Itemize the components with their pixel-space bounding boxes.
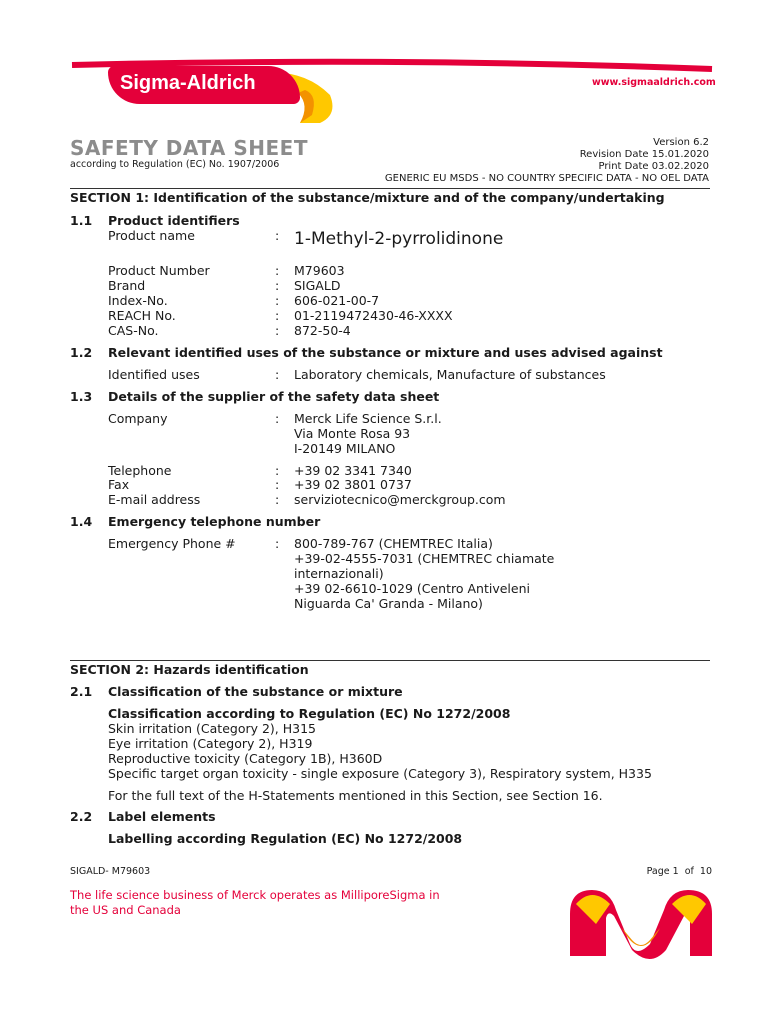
colon: : <box>275 536 280 551</box>
colon: : <box>275 477 280 492</box>
regulation-text: according to Regulation (EC) No. 1907/2006 <box>70 159 280 170</box>
emergency-line-4: +39 02-6610-1029 (Centro Antiveleni <box>294 581 530 596</box>
company-label: Company <box>108 411 168 426</box>
colon: : <box>275 323 280 338</box>
identified-uses: Laboratory chemicals, Manufacture of substances <box>294 367 606 382</box>
fax-label: Fax <box>108 477 130 492</box>
emergency-line-1: 800-789-767 (CHEMTREC Italia) <box>294 536 493 551</box>
s2-1-num: 2.1 <box>70 684 93 699</box>
merck-note-1: The life science business of Merck operates as MilliporeSigma in <box>70 888 440 902</box>
hazard-line-1: Skin irritation (Category 2), H315 <box>108 721 317 736</box>
s2-2-num: 2.2 <box>70 809 93 824</box>
hazard-line-4: Specific target organ toxicity - single exposure (Category 3), Respiratory system, H335 <box>108 766 652 781</box>
website-link[interactable]: www.sigmaaldrich.com <box>592 77 716 88</box>
product-number: M79603 <box>294 263 345 278</box>
merck-logo <box>566 884 716 960</box>
reach-no-label: REACH No. <box>108 308 176 323</box>
s1-4-title: Emergency telephone number <box>108 514 321 529</box>
s1-3-num: 1.3 <box>70 389 93 404</box>
hazard-line-2: Eye irritation (Category 2), H319 <box>108 736 313 751</box>
s1-2-title: Relevant identified uses of the substance or mixture and uses advised against <box>108 345 663 360</box>
colon: : <box>275 492 280 507</box>
colon: : <box>275 367 280 382</box>
index-no-label: Index-No. <box>108 293 168 308</box>
s1-1-title: Product identifiers <box>108 213 240 228</box>
h-statements-note: For the full text of the H-Statements mentioned in this Section, see Section 16. <box>108 788 603 803</box>
brand: SIGALD <box>294 278 341 293</box>
s1-1-num: 1.1 <box>70 213 93 228</box>
s1-4-num: 1.4 <box>70 514 93 529</box>
colon: : <box>275 293 280 308</box>
hazard-line-3: Reproductive toxicity (Category 1B), H360D <box>108 751 383 766</box>
section2-heading: SECTION 2: Hazards identification <box>70 662 309 677</box>
emergency-line-5: Niguarda Ca' Granda - Milano) <box>294 596 483 611</box>
logo-text: Sigma-Aldrich <box>120 72 256 94</box>
generic-note: GENERIC EU MSDS - NO COUNTRY SPECIFIC DATA - NO OEL DATA <box>384 173 709 184</box>
cas-no-label: CAS-No. <box>108 323 159 338</box>
email[interactable]: serviziotecnico@merckgroup.com <box>294 492 506 507</box>
print-date: Print Date 03.02.2020 <box>598 161 709 172</box>
email-label: E-mail address <box>108 492 201 507</box>
section2-rule <box>70 660 710 661</box>
s1-2-num: 1.2 <box>70 345 93 360</box>
section1-rule <box>70 188 710 189</box>
product-name: 1-Methyl-2-pyrrolidinone <box>294 229 504 249</box>
emergency-line-3: internazionali) <box>294 566 384 581</box>
emergency-phone-label: Emergency Phone # <box>108 536 236 551</box>
colon: : <box>275 308 280 323</box>
s2-1-title: Classification of the substance or mixture <box>108 684 403 699</box>
footer-code: SIGALD- M79603 <box>70 866 151 877</box>
revision-date: Revision Date 15.01.2020 <box>579 149 709 160</box>
index-no: 606-021-00-7 <box>294 293 380 308</box>
colon: : <box>275 278 280 293</box>
company-line-2: Via Monte Rosa 93 <box>294 426 411 441</box>
colon: : <box>275 463 280 478</box>
colon: : <box>275 263 280 278</box>
version: Version 6.2 <box>653 137 709 148</box>
s2-2-subtitle: Labelling according Regulation (EC) No 1272/2008 <box>108 831 463 846</box>
section1-heading: SECTION 1: Identification of the substance/mixture and of the company/undertaking <box>70 190 665 205</box>
brand-label: Brand <box>108 278 146 293</box>
product-name-label: Product name <box>108 228 195 243</box>
identified-uses-label: Identified uses <box>108 367 200 382</box>
page-title: SAFETY DATA SHEET <box>70 136 308 160</box>
s2-2-title: Label elements <box>108 809 216 824</box>
emergency-line-2: +39-02-4555-7031 (CHEMTREC chiamate <box>294 551 555 566</box>
merck-note-2: the US and Canada <box>70 903 181 917</box>
telephone: +39 02 3341 7340 <box>294 463 412 478</box>
cas-no: 872-50-4 <box>294 323 351 338</box>
colon: : <box>275 228 280 243</box>
s2-1-subtitle: Classification according to Regulation (EC) No 1272/2008 <box>108 706 511 721</box>
telephone-label: Telephone <box>108 463 172 478</box>
s1-3-title: Details of the supplier of the safety data sheet <box>108 389 440 404</box>
fax: +39 02 3801 0737 <box>294 477 412 492</box>
product-number-label: Product Number <box>108 263 210 278</box>
company-line-3: I-20149 MILANO <box>294 441 396 456</box>
reach-no: 01-2119472430-46-XXXX <box>294 308 453 323</box>
page-number: Page 1 of 10 <box>646 866 712 877</box>
company-line-1: Merck Life Science S.r.l. <box>294 411 442 426</box>
colon: : <box>275 411 280 426</box>
